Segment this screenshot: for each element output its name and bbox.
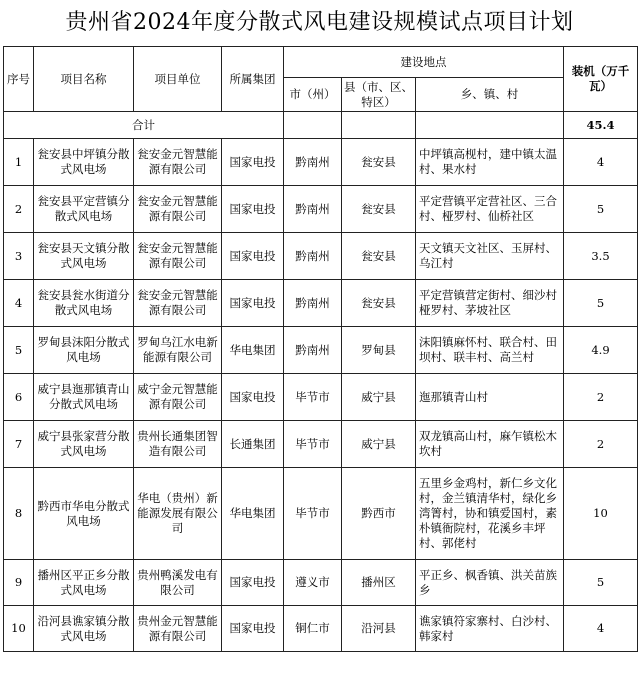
row-city: 遵义市 — [284, 560, 342, 606]
row-town: 天文镇天文社区、玉屏村、乌江村 — [416, 233, 564, 280]
row-project-unit: 贵州鸭溪发电有限公司 — [134, 560, 222, 606]
row-index: 1 — [4, 139, 34, 186]
project-table — [3, 46, 638, 652]
row-project-name: 威宁县迤那镇青山分散式风电场 — [34, 374, 134, 421]
row-capacity: 2 — [564, 421, 638, 468]
row-capacity: 3.5 — [564, 233, 638, 280]
row-capacity: 5 — [564, 280, 638, 327]
row-county: 瓮安县 — [342, 186, 416, 233]
table-row — [4, 327, 638, 374]
header-name: 项目名称 — [34, 47, 134, 112]
row-town: 平定营镇平定营社区、三合村、桠罗村、仙桥社区 — [416, 186, 564, 233]
row-county: 瓮安县 — [342, 233, 416, 280]
row-capacity: 5 — [564, 560, 638, 606]
header-capacity: 装机（万千瓦） — [564, 47, 638, 112]
row-project-name: 瓮安县中坪镇分散式风电场 — [34, 139, 134, 186]
row-town: 迤那镇青山村 — [416, 374, 564, 421]
total-empty-city — [284, 112, 342, 139]
row-project-name: 瓮安县瓮水街道分散式风电场 — [34, 280, 134, 327]
row-project-unit: 贵州金元智慧能源有限公司 — [134, 606, 222, 652]
total-empty-county — [342, 112, 416, 139]
row-city: 黔南州 — [284, 280, 342, 327]
row-project-name: 瓮安县天文镇分散式风电场 — [34, 233, 134, 280]
table-row — [4, 139, 638, 186]
header-unit: 项目单位 — [134, 47, 222, 112]
row-capacity: 4 — [564, 606, 638, 652]
row-project-unit: 贵州长通集团智造有限公司 — [134, 421, 222, 468]
row-project-name: 播州区平正乡分散式风电场 — [34, 560, 134, 606]
header-city: 市（州） — [284, 78, 342, 112]
row-group: 华电集团 — [222, 327, 284, 374]
table-row — [4, 374, 638, 421]
row-city: 铜仁市 — [284, 606, 342, 652]
row-index: 6 — [4, 374, 34, 421]
row-group: 国家电投 — [222, 280, 284, 327]
row-city: 毕节市 — [284, 468, 342, 560]
row-project-unit: 威宁金元智慧能源有限公司 — [134, 374, 222, 421]
row-index: 9 — [4, 560, 34, 606]
row-index: 2 — [4, 186, 34, 233]
row-capacity: 5 — [564, 186, 638, 233]
row-project-unit: 瓮安金元智慧能源有限公司 — [134, 139, 222, 186]
row-city: 黔南州 — [284, 186, 342, 233]
total-label: 合计 — [4, 112, 284, 139]
table-row — [4, 186, 638, 233]
row-group: 国家电投 — [222, 233, 284, 280]
row-city: 黔南州 — [284, 233, 342, 280]
total-row — [4, 112, 638, 139]
row-project-name: 黔西市华电分散式风电场 — [34, 468, 134, 560]
row-index: 8 — [4, 468, 34, 560]
header-group: 所属集团 — [222, 47, 284, 112]
row-county: 罗甸县 — [342, 327, 416, 374]
row-project-unit: 瓮安金元智慧能源有限公司 — [134, 233, 222, 280]
row-project-unit: 罗甸乌江水电新能源有限公司 — [134, 327, 222, 374]
row-project-name: 罗甸县沫阳分散式风电场 — [34, 327, 134, 374]
table-row — [4, 233, 638, 280]
header-town: 乡、镇、村 — [416, 78, 564, 112]
row-capacity: 10 — [564, 468, 638, 560]
row-town: 沫阳镇麻怀村、联合村、田坝村、联丰村、高兰村 — [416, 327, 564, 374]
header-county: 县（市、区、特区） — [342, 78, 416, 112]
row-project-unit: 华电（贵州）新能源发展有限公司 — [134, 468, 222, 560]
total-value: 45.4 — [564, 112, 638, 139]
row-city: 黔南州 — [284, 327, 342, 374]
row-index: 10 — [4, 606, 34, 652]
row-group: 国家电投 — [222, 374, 284, 421]
row-capacity: 4 — [564, 139, 638, 186]
row-project-name: 瓮安县平定营镇分散式风电场 — [34, 186, 134, 233]
header-location: 建设地点 — [284, 47, 564, 78]
table-row — [4, 606, 638, 652]
row-town: 五里乡金鸡村，新仁乡文化村，金兰镇清华村，绿化乡湾箐村，协和镇爱国村，素朴镇衙院村，花溪乡丰坪村、郭佬村 — [416, 468, 564, 560]
row-group: 国家电投 — [222, 606, 284, 652]
table-row — [4, 421, 638, 468]
table-row — [4, 468, 638, 560]
row-index: 4 — [4, 280, 34, 327]
row-project-name: 沿河县谯家镇分散式风电场 — [34, 606, 134, 652]
row-group: 国家电投 — [222, 560, 284, 606]
row-project-name: 威宁县张家营分散式风电场 — [34, 421, 134, 468]
row-county: 瓮安县 — [342, 139, 416, 186]
row-index: 3 — [4, 233, 34, 280]
row-city: 毕节市 — [284, 421, 342, 468]
row-county: 瓮安县 — [342, 280, 416, 327]
row-town: 中坪镇高枧村，建中镇太温村、果水村 — [416, 139, 564, 186]
table-row — [4, 560, 638, 606]
row-town: 谯家镇符家寨村、白沙村、韩家村 — [416, 606, 564, 652]
row-group: 国家电投 — [222, 186, 284, 233]
total-empty-town — [416, 112, 564, 139]
row-index: 7 — [4, 421, 34, 468]
row-county: 沿河县 — [342, 606, 416, 652]
row-town: 双龙镇高山村，麻乍镇松木坎村 — [416, 421, 564, 468]
row-city: 黔南州 — [284, 139, 342, 186]
row-town: 平正乡、枫香镇、洪关苗族乡 — [416, 560, 564, 606]
row-capacity: 4.9 — [564, 327, 638, 374]
row-city: 毕节市 — [284, 374, 342, 421]
row-county: 威宁县 — [342, 374, 416, 421]
row-county: 黔西市 — [342, 468, 416, 560]
row-town: 平定营镇营定街村、细沙村桠罗村、茅坡社区 — [416, 280, 564, 327]
row-group: 国家电投 — [222, 139, 284, 186]
row-project-unit: 瓮安金元智慧能源有限公司 — [134, 186, 222, 233]
row-group: 长通集团 — [222, 421, 284, 468]
row-county: 威宁县 — [342, 421, 416, 468]
header-index: 序号 — [4, 47, 34, 112]
row-county: 播州区 — [342, 560, 416, 606]
row-project-unit: 瓮安金元智慧能源有限公司 — [134, 280, 222, 327]
row-capacity: 2 — [564, 374, 638, 421]
table-row — [4, 280, 638, 327]
row-group: 华电集团 — [222, 468, 284, 560]
page-title: 贵州省2024年度分散式风电建设规模试点项目计划 — [65, 10, 574, 35]
row-index: 5 — [4, 327, 34, 374]
